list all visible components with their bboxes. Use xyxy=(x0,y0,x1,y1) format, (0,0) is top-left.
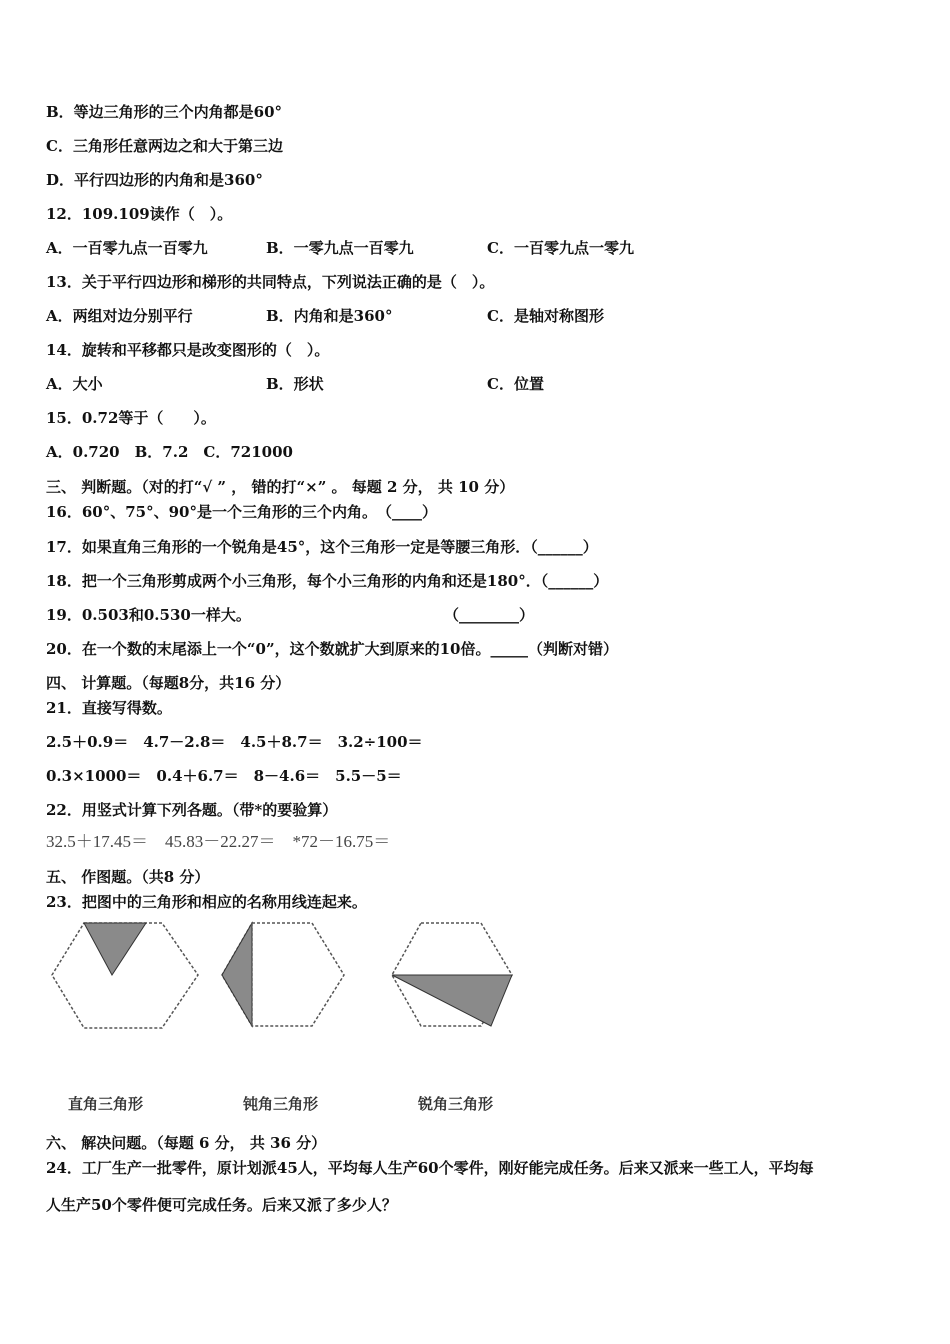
q14-option-b: B．形状 xyxy=(266,375,324,393)
q23-figures xyxy=(46,918,526,1038)
q19: 19．0.503和0.530一样大。 xyxy=(46,606,251,624)
section6-heading: 六、 解决问题。（每题 6 分， 共 36 分） xyxy=(46,1134,327,1152)
section4-heading: 四、 计算题。（每题8分，共16 分） xyxy=(46,674,291,692)
q18: 18．把一个三角形剪成两个小三角形，每个小三角形的内角和还是180°．（______） xyxy=(46,572,609,590)
figure-2-triangle xyxy=(222,923,252,1026)
figure-1-hexagon xyxy=(52,923,198,1028)
q23: 23．把图中的三角形和相应的名称用线连起来。 xyxy=(46,893,367,911)
q21: 21．直接写得数。 xyxy=(46,699,172,717)
q21-row1: 2.5＋0.9＝ 4.7－2.8＝ 4.5＋8.7＝ 3.2÷100＝ xyxy=(46,733,423,751)
q22: 22．用竖式计算下列各题。（带*的要验算） xyxy=(46,801,338,819)
figure-2-hexagon xyxy=(222,923,344,1026)
q12-option-a: A．一百零九点一百零九 xyxy=(46,239,208,257)
label-acute-triangle: 锐角三角形 xyxy=(418,1095,494,1113)
q15-options: A．0.720 B．7.2 C．721000 xyxy=(46,443,293,461)
q11-option-b: B．等边三角形的三个内角都是60° xyxy=(46,103,283,121)
q14-option-a: A．大小 xyxy=(46,375,103,393)
q13-stem: 13．关于平行四边形和梯形的共同特点，下列说法正确的是（ ）。 xyxy=(46,273,495,291)
q21-row2: 0.3×1000＝ 0.4＋6.7＝ 8－4.6＝ 5.5－5＝ xyxy=(46,767,402,785)
q11-option-d: D．平行四边形的内角和是360° xyxy=(46,171,263,189)
q12-stem: 12．109.109读作（ ）。 xyxy=(46,205,233,223)
q11-option-c: C．三角形任意两边之和大于第三边 xyxy=(46,137,283,155)
q20: 20．在一个数的末尾添上一个“0”，这个数就扩大到原来的10倍。_____（判断对错） xyxy=(46,640,618,658)
label-right-triangle: 直角三角形 xyxy=(68,1095,144,1113)
q17: 17．如果直角三角形的一个锐角是45°，这个三角形一定是等腰三角形．（______） xyxy=(46,538,598,556)
q12-option-b: B．一零九点一百零九 xyxy=(266,239,414,257)
q14-stem: 14．旋转和平移都只是改变图形的（ ）。 xyxy=(46,341,330,359)
q22-expressions: 32.5＋17.45＝ 45.83－22.27＝ *72－16.75＝ xyxy=(46,832,391,851)
q19-answer-blank: （________） xyxy=(444,606,535,624)
q12-option-c: C．一百零九点一零九 xyxy=(487,239,634,257)
q16: 16．60°、75°、90°是一个三角形的三个内角。 （____） xyxy=(46,503,437,521)
figure-3-hexagon xyxy=(392,923,512,1026)
label-obtuse-triangle: 钝角三角形 xyxy=(243,1095,319,1113)
q24-line2: 人生产50个零件便可完成任务。后来又派了多少人？ xyxy=(46,1196,397,1214)
q24-line1: 24．工厂生产一批零件，原计划派45人，平均每人生产60个零件，刚好能完成任务。后来又派来一些工人，平均每 xyxy=(46,1159,814,1177)
q13-option-b: B．内角和是360° xyxy=(266,307,393,325)
q13-option-c: C．是轴对称图形 xyxy=(487,307,604,325)
q15-stem: 15．0.72等于（ ）。 xyxy=(46,409,216,427)
q14-option-c: C．位置 xyxy=(487,375,544,393)
q13-option-a: A．两组对边分别平行 xyxy=(46,307,193,325)
figure-1-triangle xyxy=(84,923,146,975)
section5-heading: 五、 作图题。（共8 分） xyxy=(46,868,210,886)
figure-3-triangle xyxy=(392,975,512,1026)
section3-heading: 三、 判断题。（对的打“√ ” ， 错的打“×” 。 每题 2 分， 共 10 分） xyxy=(46,478,515,496)
